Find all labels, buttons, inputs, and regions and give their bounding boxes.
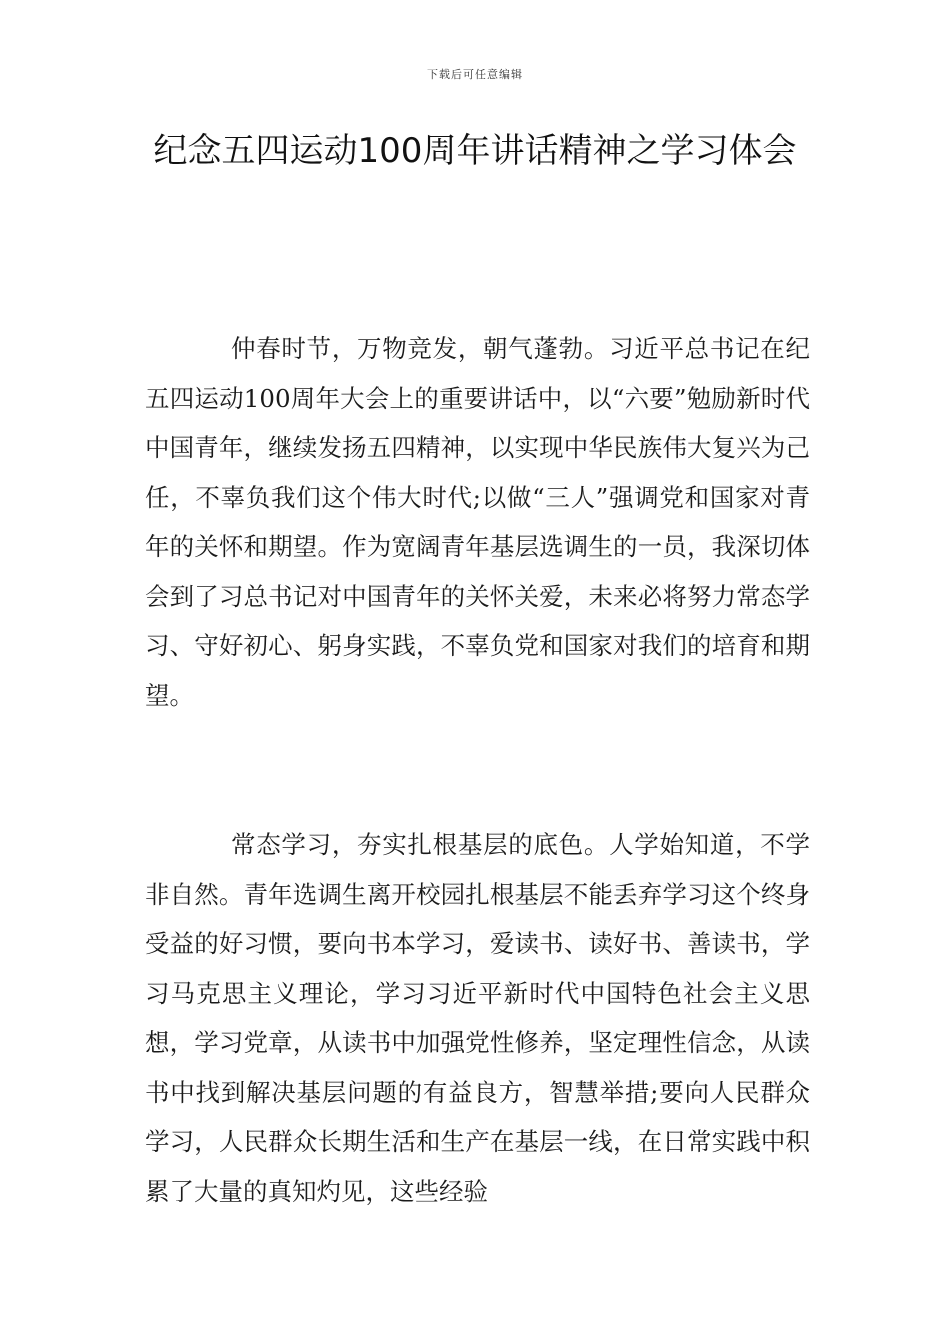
header-note: 下载后可任意编辑: [427, 68, 523, 81]
body-paragraph: 常态学习，夯实扎根基层的底色。人学始知道，不学非自然。青年选调生离开校园扎根基层不能丢弃学习这个终身受益的好习惯，要向书本学习，爱读书、读好书、善读书，学习马克思主义理论，学习习近平新时代中国特色社会主义思想，学习党章，从读书中加强党性修养，坚定理性信念，从读书中找到解决基层问题的有益良方，智慧举措;要向人民群众学习，人民群众长期生活和生产在基层一线，在日常实践中积累了大量的真知灼见，这些经验: [145, 830, 810, 1206]
document-title: 纪念五四运动100周年讲话精神之学习体会: [153, 131, 797, 171]
body-paragraph: 仲春时节，万物竞发，朝气蓬勃。习近平总书记在纪五四运动100周年大会上的重要讲话中，以“六要”勉励新时代中国青年，继续发扬五四精神，以实现中华民族伟大复兴为己任，不辜负我们这个伟大时代;以做“三人”强调党和国家对青年的关怀和期望。作为宽阔青年基层选调生的一员，我深切体会到了习总书记对中国青年的关怀关爱，未来必将努力常态学习、守好初心、躬身实践，不辜负党和国家对我们的培育和期望。: [145, 334, 810, 710]
